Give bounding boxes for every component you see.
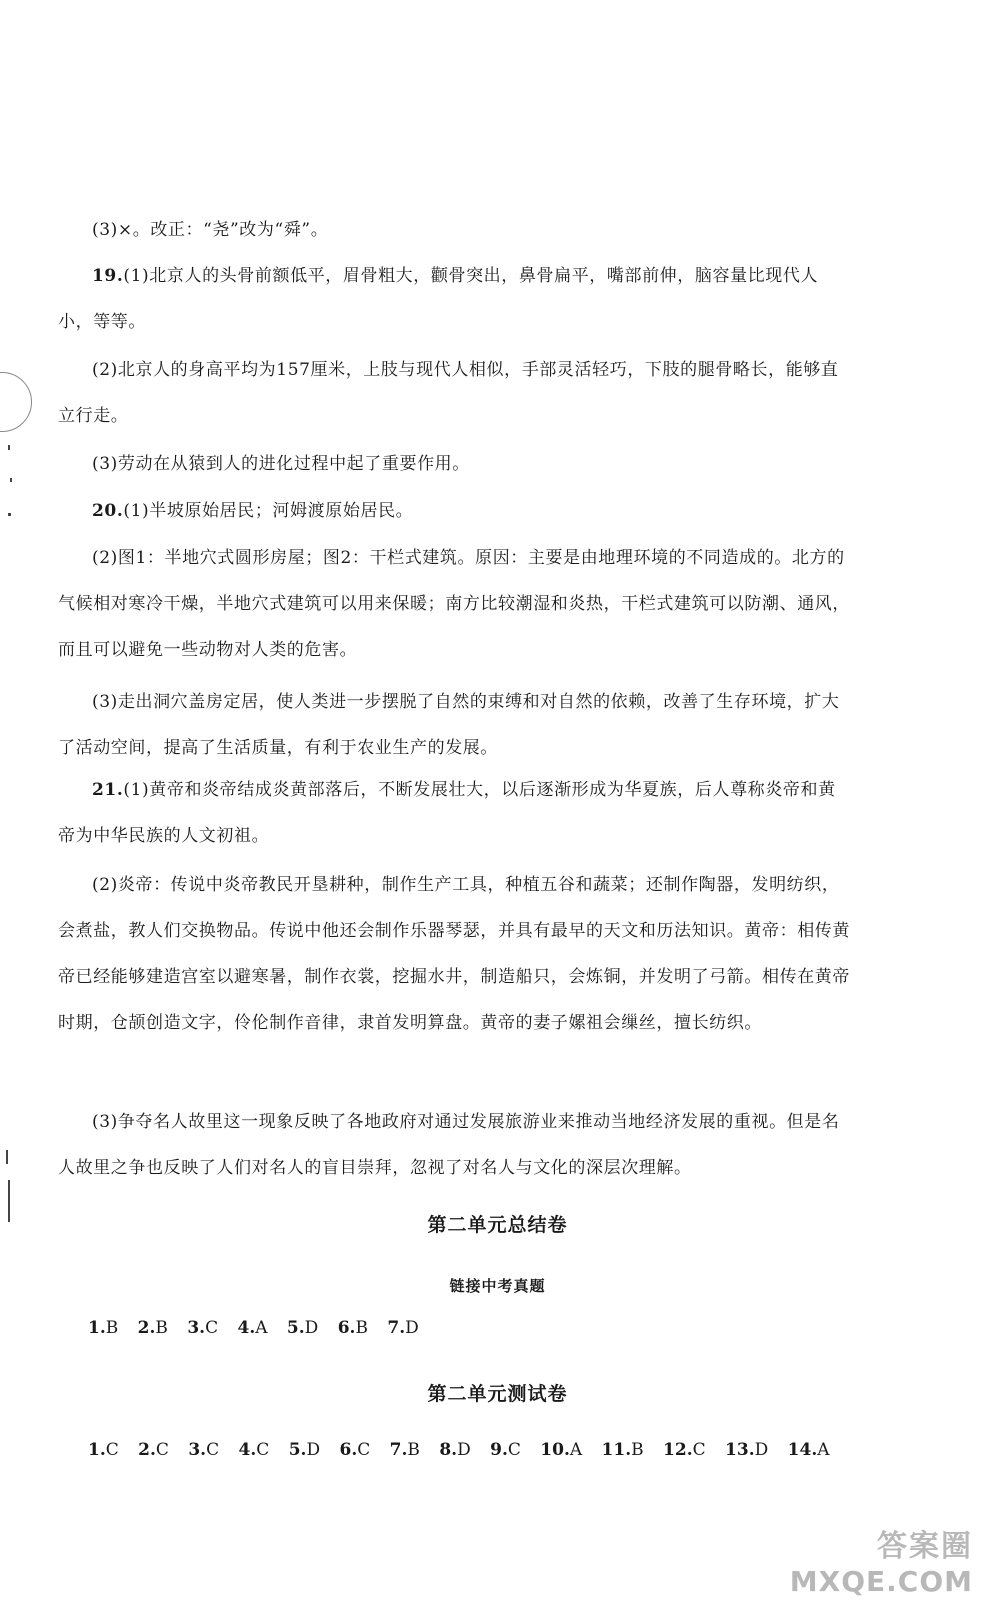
answer-item: 12.C [663,1440,706,1460]
answer-item: 2.C [138,1440,169,1460]
answer-paragraph: (2)炎帝：传说中炎帝教民开垦耕种，制作生产工具，种植五谷和蔬菜；还制作陶器，发明纺织，会煮盐，教人们交换物品。传说中他还会制作乐器琴瑟，并具有最早的天文和历法知识。黄帝：相传黄帝已经能够建造宫室以避寒暑，制作衣裳，挖掘水井，制造船只，会炼铜，并发明了弓箭。相传在黄帝时期，仓颉创造文字，伶伦制作音律，隶首发明算盘。黄帝的妻子嫘祖会缫丝，擅长纺织。 [58,875,850,1033]
answer-paragraph: (3)走出洞穴盖房定居，使人类进一步摆脱了自然的束缚和对自然的依赖，改善了生存环境，扩大了活动空间，提高了生活质量，有利于农业生产的发展。 [58,692,840,758]
watermark-url: MXQE.COM [789,1565,973,1598]
answer-item: 7.D [387,1318,419,1338]
answer-key-row [88,1318,433,1338]
section-title: 第二单元测试卷 [427,1383,568,1405]
scan-speck [8,513,11,516]
answer-item: 1.C [88,1440,119,1460]
watermark [790,1521,973,1598]
answer-paragraph: 21.(1)黄帝和炎帝结成炎黄部落后，不断发展壮大，以后逐渐形成为华夏族，后人尊称炎帝和黄帝为中华民族的人文初祖。 [58,780,836,846]
answer-item: 4.A [237,1318,268,1338]
scan-speck [10,478,12,482]
answer-item: 11.B [601,1440,644,1460]
answer-paragraph: (3)争夺名人故里这一现象反映了各地政府对通过发展旅游业来推动当地经济发展的重视。但是名人故里之争也反映了人们对名人的盲目崇拜，忽视了对名人与文化的深层次理解。 [58,1112,840,1178]
answer-item: 6.C [339,1440,371,1460]
answer-item: 3.C [188,1440,220,1460]
answer-item: 13.D [725,1440,769,1460]
answer-paragraph: (3)劳动在从猿到人的进化过程中起了重要作用。 [92,454,470,474]
answer-paragraph: (2)图1：半地穴式圆形房屋；图2：干栏式建筑。原因：主要是由地理环境的不同造成的。北方的气候相对寒冷干燥，半地穴式建筑可以用来保暖；南方比较潮湿和炎热，干栏式建筑可以防潮、通风，而且可以避免一些动物对人类的危害。 [58,548,850,660]
answer-key-row [88,1440,844,1460]
answer-item: 5.D [288,1440,321,1460]
watermark-logo: 答案圈 [877,1529,973,1564]
answer-item: 9.C [490,1440,521,1460]
answer-item: 8.D [439,1440,471,1460]
answer-item: 4.C [238,1440,270,1460]
scan-speck [8,445,10,450]
section-title: 第二单元总结卷 [427,1214,568,1236]
answer-item: 6.B [337,1318,368,1338]
answer-paragraph: 19.(1)北京人的头骨前额低平，眉骨粗大，颧骨突出，鼻骨扁平，嘴部前伸，脑容量比现代人小，等等。 [58,266,819,332]
answer-paragraph: 20.(1)半坡原始居民；河姆渡原始居民。 [92,501,414,521]
answer-item: 10.A [540,1440,583,1460]
answer-item: 2.B [137,1318,168,1338]
answer-item: 5.D [286,1318,319,1338]
answer-paragraph: (3)×。改正：“尧”改为“舜”。 [92,220,329,240]
answer-item: 1.B [88,1318,119,1338]
answer-paragraph: (2)北京人的身高平均为157厘米，上肢与现代人相似，手部灵活轻巧，下肢的腿骨略长，能够直立行走。 [58,360,839,426]
answer-item: 14.A [787,1440,830,1460]
scan-speck [6,1150,8,1164]
section-subtitle: 链接中考真题 [449,1277,546,1295]
answer-item: 7.B [389,1440,420,1460]
answer-item: 3.C [187,1318,219,1338]
stamp-mark [0,372,32,432]
